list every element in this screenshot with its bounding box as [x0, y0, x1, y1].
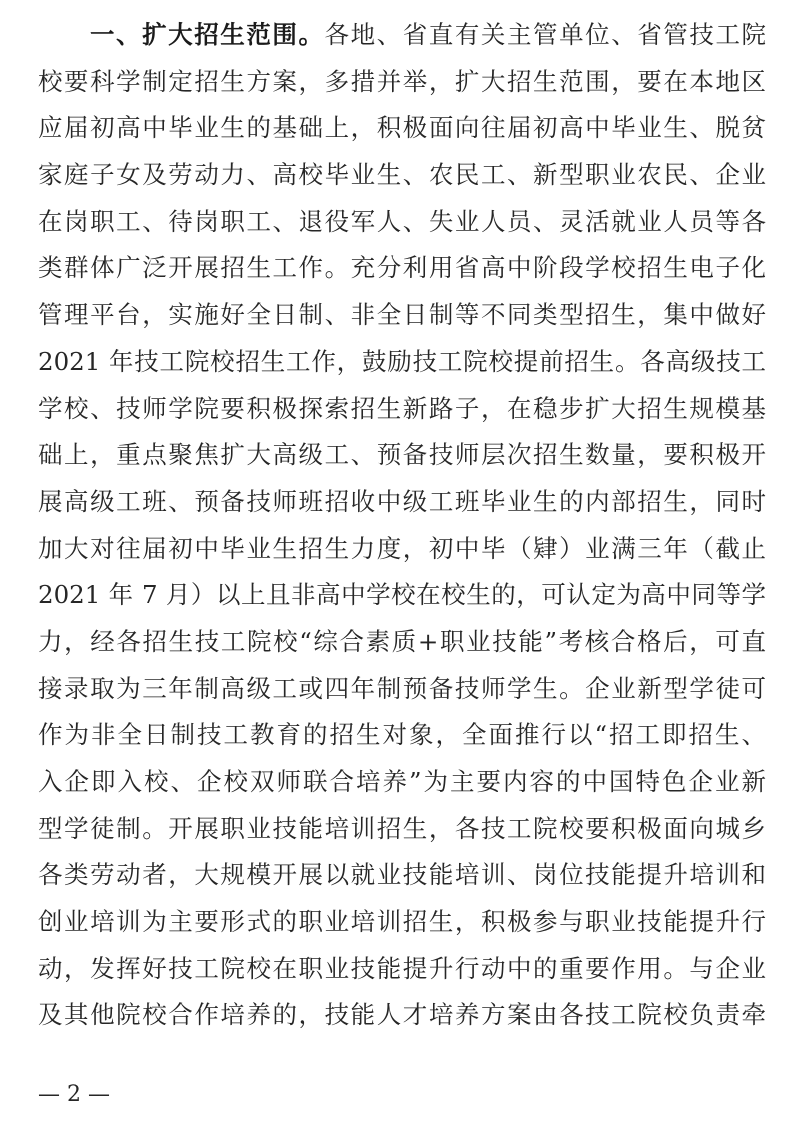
paragraph-line-17: 入企即入校、企校双师联合培养”为主要内容的中国特色企业新 [38, 767, 766, 796]
paragraph-line-5: 在岗职工、待岗职工、退役军人、失业人员、灵活就业人员等各 [38, 206, 766, 236]
paragraph-line-19: 各类劳动者，大规模开展以就业技能培训、岗位技能提升培训和 [38, 860, 766, 890]
paragraph-line-4: 家庭子女及劳动力、高校毕业生、农民工、新型职业农民、企业 [38, 160, 766, 190]
paragraph-line-18: 型学徒制。开展职业技能培训招生，各技工院校要积极面向城乡 [38, 813, 766, 843]
paragraph-line-10: 础上，重点聚焦扩大高级工、预备技师层次招生数量，要积极开 [38, 440, 766, 470]
paragraph-line-13: 2021 年 7 月）以上且非高中学校在校生的，可认定为高中同等学 [38, 580, 766, 610]
paragraph-line-15: 接录取为三年制高级工或四年制预备技师学生。企业新型学徒可 [38, 673, 766, 703]
paragraph-line-8: 2021 年技工院校招生工作，鼓励技工院校提前招生。各高级技工 [38, 346, 766, 376]
paragraph-line-14: 力，经各招生技工院校“综合素质+职业技能”考核合格后，可直 [38, 626, 766, 656]
paragraph-line-12: 加大对往届初中毕业生招生力度，初中毕（肄）业满三年（截止 [38, 533, 766, 563]
paragraph-line-1 [38, 12, 766, 59]
paragraph-line-2: 校要科学制定招生方案，多措并举，扩大招生范围，要在本地区 [38, 66, 766, 96]
paragraph-line-3: 应届初高中毕业生的基础上，积极面向往届初高中毕业生、脱贫 [38, 113, 766, 143]
paragraph-line-20: 创业培训为主要形式的职业培训招生，积极参与职业技能提升行 [38, 907, 766, 937]
paragraph-line-1-text: 各地、省直有关主管单位、省管技工院 [324, 20, 766, 49]
paragraph-line-21: 动，发挥好技工院校在职业技能提升行动中的重要作用。与企业 [38, 953, 766, 983]
paragraph-line-16: 作为非全日制技工教育的招生对象，全面推行以“招工即招生、 [38, 720, 766, 750]
section-heading: 一、扩大招生范围。 [90, 20, 325, 49]
page-number: — 2 — [38, 1082, 110, 1107]
paragraph-line-9: 学校、技师学院要积极探索招生新路子，在稳步扩大招生规模基 [38, 393, 766, 423]
paragraph-line-7: 管理平台，实施好全日制、非全日制等不同类型招生，集中做好 [38, 300, 766, 330]
paragraph-line-22: 及其他院校合作培养的，技能人才培养方案由各技工院校负责牵 [38, 1000, 766, 1030]
paragraph-line-6: 类群体广泛开展招生工作。充分利用省高中阶段学校招生电子化 [38, 253, 766, 283]
document-body [38, 12, 766, 1039]
paragraph-line-11: 展高级工班、预备技师班招收中级工班毕业生的内部招生，同时 [38, 486, 766, 516]
